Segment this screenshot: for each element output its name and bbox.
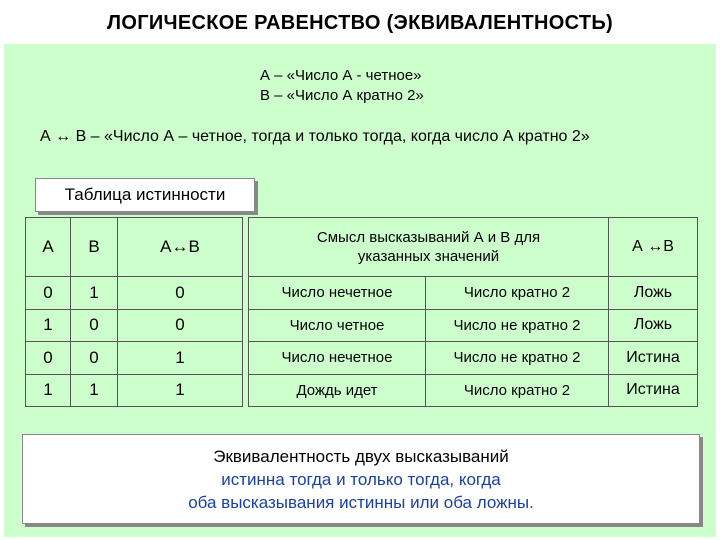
cell-result: Истина	[609, 374, 698, 407]
cell-meaning-b: Число кратно 2	[426, 277, 609, 310]
table-row	[26, 277, 243, 310]
header-meaning: Смысл высказываний А и В для указанных значений	[249, 218, 609, 277]
header-a-equiv-b: А↔В	[118, 218, 243, 277]
meaning-table	[248, 217, 698, 407]
meaning-table-header	[249, 218, 698, 277]
cell-a: 0	[26, 342, 71, 375]
conclusion-line-3: оба высказывания истинны или оба ложны.	[188, 493, 534, 512]
cell-a: 0	[26, 277, 71, 310]
table-row	[249, 309, 698, 342]
truth-table-header	[26, 218, 243, 277]
truth-table-caption: Таблица истинности	[35, 178, 255, 212]
cell-result: Ложь	[609, 277, 698, 310]
header-b: В	[71, 218, 118, 277]
cell-b: 0	[71, 309, 118, 342]
cell-result: Истина	[609, 342, 698, 375]
cell-result: 0	[118, 277, 243, 310]
cell-result: 0	[118, 309, 243, 342]
conclusion-line-2: истинна тогда и только тогда, когда	[221, 470, 501, 489]
table-row	[26, 342, 243, 375]
definition-equivalence: А ↔ В – «Число А – четное, тогда и только тогда, когда число А кратно 2»	[40, 128, 590, 145]
cell-meaning-a: Число нечетное	[249, 277, 426, 310]
conclusion-line-1: Эквивалентность двух высказываний	[213, 447, 509, 466]
cell-result: 1	[118, 342, 243, 375]
conclusion-box	[22, 434, 700, 524]
cell-b: 1	[71, 374, 118, 407]
header-a: А	[26, 218, 71, 277]
cell-meaning-b: Число кратно 2	[426, 374, 609, 407]
definition-a: А – «Число А - четное»	[260, 67, 422, 84]
cell-a: 1	[26, 309, 71, 342]
cell-b: 1	[71, 277, 118, 310]
cell-a: 1	[26, 374, 71, 407]
cell-meaning-a: Число четное	[249, 309, 426, 342]
header-result: А ↔В	[609, 218, 698, 277]
cell-result: 1	[118, 374, 243, 407]
table-row	[26, 309, 243, 342]
cell-b: 0	[71, 342, 118, 375]
cell-meaning-a: Число нечетное	[249, 342, 426, 375]
table-row	[26, 374, 243, 407]
cell-meaning-a: Дождь идет	[249, 374, 426, 407]
table-row	[249, 277, 698, 310]
cell-meaning-b: Число не кратно 2	[426, 309, 609, 342]
cell-result: Ложь	[609, 309, 698, 342]
definition-b: В – «Число А кратно 2»	[260, 87, 424, 104]
cell-meaning-b: Число не кратно 2	[426, 342, 609, 375]
truth-table	[25, 217, 243, 407]
table-row	[249, 374, 698, 407]
page-title: ЛОГИЧЕСКОЕ РАВЕНСТВО (ЭКВИВАЛЕНТНОСТЬ)	[107, 12, 613, 34]
table-row	[249, 342, 698, 375]
